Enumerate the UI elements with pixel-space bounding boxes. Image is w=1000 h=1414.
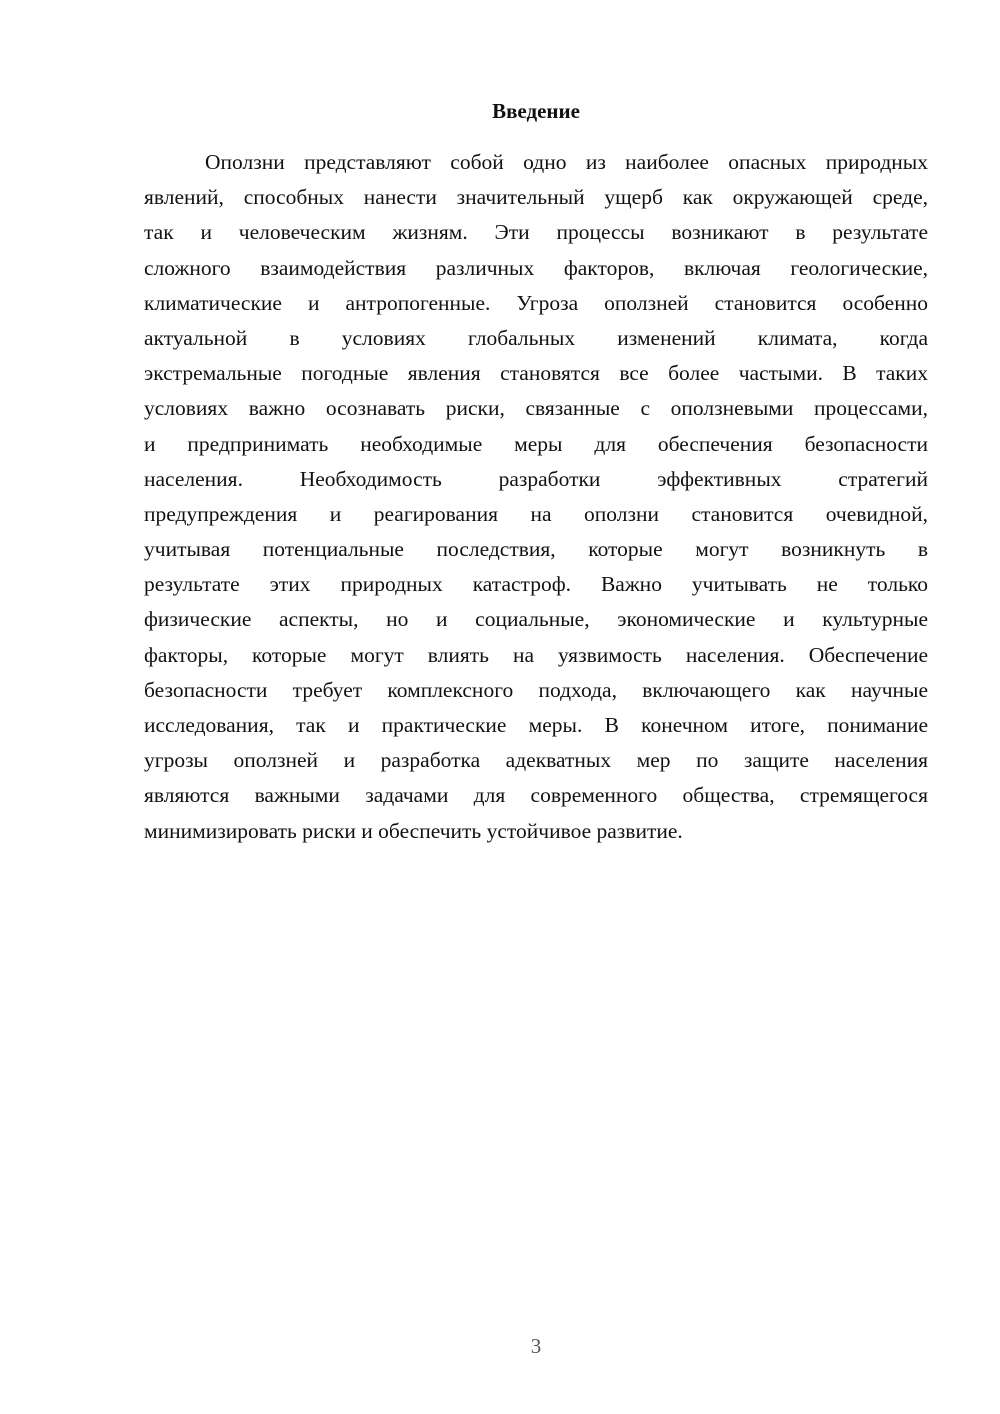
paragraph-line: исследования, так и практические меры. В конечном итоге, понимание	[144, 713, 928, 737]
paragraph-line: так и человеческим жизням. Эти процессы возникают в результате	[144, 220, 928, 245]
paragraph-line: минимизировать риски и обеспечить устойчивое развитие.	[144, 818, 683, 843]
paragraph-line: экстремальные погодные явления становятся все более частыми. В таких	[144, 361, 928, 386]
paragraph-line: являются важными задачами для современного общества, стремящегося	[144, 783, 928, 808]
page-number: 3	[530, 1334, 542, 1358]
paragraph-line: угрозы оползней и разработка адекватных мер по защите населения	[144, 748, 928, 773]
body-paragraph	[144, 145, 928, 849]
paragraph-line: Оползни представляют собой одно из наиболее опасных природных	[205, 150, 928, 174]
paragraph-line: и предпринимать необходимые меры для обеспечения безопасности	[144, 431, 928, 456]
paragraph-line: предупреждения и реагирования на оползни становится очевидной,	[144, 501, 928, 526]
paragraph-line: результате этих природных катастроф. Важно учитывать не только	[144, 572, 928, 597]
section-heading: Введение	[492, 99, 580, 123]
paragraph-line: физические аспекты, но и социальные, экономические и культурные	[144, 607, 928, 632]
paragraph-line: населения. Необходимость разработки эффективных стратегий	[144, 466, 928, 491]
paragraph-line: учитывая потенциальные последствия, которые могут возникнуть в	[144, 537, 928, 562]
paragraph-line: сложного взаимодействия различных факторов, включая геологические,	[144, 255, 928, 280]
paragraph-line: факторы, которые могут влиять на уязвимость населения. Обеспечение	[144, 642, 928, 667]
paragraph-line: явлений, способных нанести значительный ущерб как окружающей среде,	[144, 185, 928, 210]
paragraph-line: безопасности требует комплексного подхода, включающего как научные	[144, 677, 928, 702]
paragraph-line: актуальной в условиях глобальных изменений климата, когда	[144, 325, 928, 350]
paragraph-line: условиях важно осознавать риски, связанные с оползневыми процессами,	[144, 396, 928, 421]
paragraph-line: климатические и антропогенные. Угроза оползней становится особенно	[144, 290, 928, 315]
